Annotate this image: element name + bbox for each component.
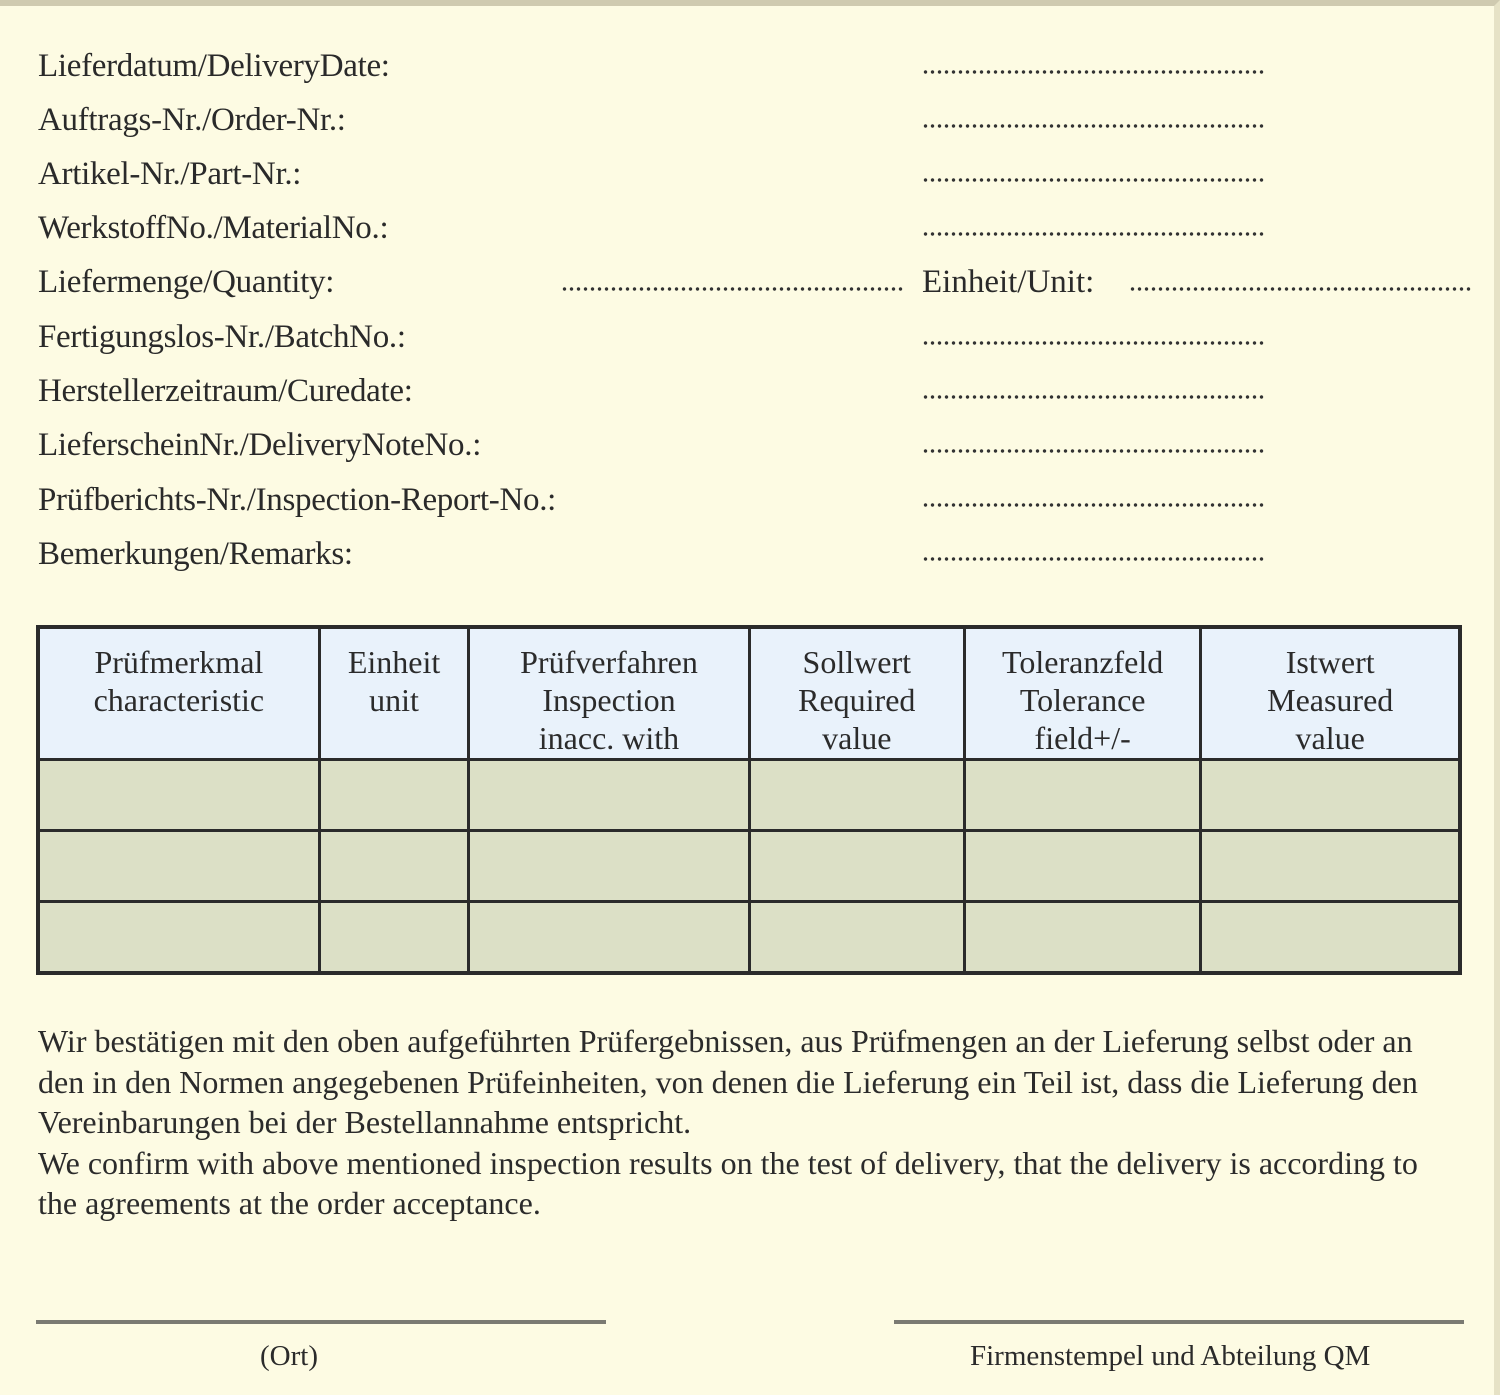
column-header-tolerance: Toleranzfeld Tolerance field+/- <box>964 627 1200 759</box>
table-cell[interactable] <box>964 830 1200 901</box>
field-label: Liefermenge/Quantity: <box>38 264 335 300</box>
place-caption: (Ort) <box>260 1340 318 1372</box>
material-number-input[interactable] <box>922 232 1264 236</box>
batch-number-input[interactable] <box>922 341 1264 345</box>
part-number-input[interactable] <box>922 178 1264 182</box>
order-number-input[interactable] <box>922 124 1264 128</box>
table-cell[interactable] <box>319 901 469 973</box>
table-cell[interactable] <box>1201 830 1460 901</box>
table-cell[interactable] <box>38 759 319 830</box>
field-label: WerkstoffNo./MaterialNo.: <box>38 210 389 246</box>
table-cell[interactable] <box>38 901 319 973</box>
statement-english: We confirm with above mentioned inspection results on the test of delivery, that the delivery is according to the agreements at the order acceptance. <box>38 1144 1418 1221</box>
table-cell[interactable] <box>469 830 749 901</box>
table-header-row <box>38 627 1460 759</box>
table-cell[interactable] <box>469 759 749 830</box>
table-cell[interactable] <box>964 759 1200 830</box>
field-label: Artikel-Nr./Part-Nr.: <box>38 156 302 192</box>
field-label: Prüfberichts-Nr./Inspection-Report-No.: <box>38 482 557 518</box>
field-label: Herstellerzeitraum/Curedate: <box>38 373 413 409</box>
place-signature-line[interactable] <box>36 1320 606 1324</box>
table-cell[interactable] <box>749 759 964 830</box>
table-cell[interactable] <box>749 830 964 901</box>
table-cell[interactable] <box>1201 759 1460 830</box>
column-header-measured-value: Istwert Measured value <box>1201 627 1460 759</box>
cure-date-input[interactable] <box>922 395 1264 399</box>
stamp-caption: Firmenstempel und Abteilung QM <box>970 1340 1371 1372</box>
column-header-inspection-method: Prüfverfahren Inspection inacc. with <box>469 627 749 759</box>
statement-german: Wir bestätigen mit den oben aufgeführten Prüfergebnissen, aus Prüfmengen an der Lieferung selbst oder an den in den Normen angegebenen Prüfeinheiten, von denen die Lieferung ein Teil ist, dass die Lieferung den Vereinbarungen bei der Bestellannahme entspricht. <box>38 1023 1418 1140</box>
field-label: Lieferdatum/DeliveryDate: <box>38 48 390 84</box>
field-label: Bemerkungen/Remarks: <box>38 536 353 572</box>
field-label: Auftrags-Nr./Order-Nr.: <box>38 102 346 138</box>
stamp-signature-line[interactable] <box>894 1320 1464 1324</box>
inspection-table <box>36 625 1462 975</box>
table-cell[interactable] <box>1201 901 1460 973</box>
table-cell[interactable] <box>38 830 319 901</box>
confirmation-statement <box>38 1021 1438 1224</box>
table-cell[interactable] <box>964 901 1200 973</box>
unit-input[interactable] <box>1129 287 1471 291</box>
column-header-unit: Einheit unit <box>319 627 469 759</box>
field-label: LieferscheinNr./DeliveryNoteNo.: <box>38 427 482 463</box>
table-cell[interactable] <box>469 901 749 973</box>
table-cell[interactable] <box>319 830 469 901</box>
table-row <box>38 830 1460 901</box>
table-row <box>38 759 1460 830</box>
column-header-characteristic: Prüfmerkmal characteristic <box>38 627 319 759</box>
remarks-input[interactable] <box>922 557 1264 561</box>
table-cell[interactable] <box>749 901 964 973</box>
delivery-date-input[interactable] <box>922 70 1264 74</box>
field-label: Fertigungslos-Nr./BatchNo.: <box>38 319 406 355</box>
inspection-report-number-input[interactable] <box>922 503 1264 507</box>
quantity-input[interactable] <box>561 287 903 291</box>
column-header-required-value: Sollwert Required value <box>749 627 964 759</box>
table-row <box>38 901 1460 973</box>
delivery-note-number-input[interactable] <box>922 449 1264 453</box>
table-cell[interactable] <box>319 759 469 830</box>
unit-label: Einheit/Unit: <box>922 264 1095 300</box>
